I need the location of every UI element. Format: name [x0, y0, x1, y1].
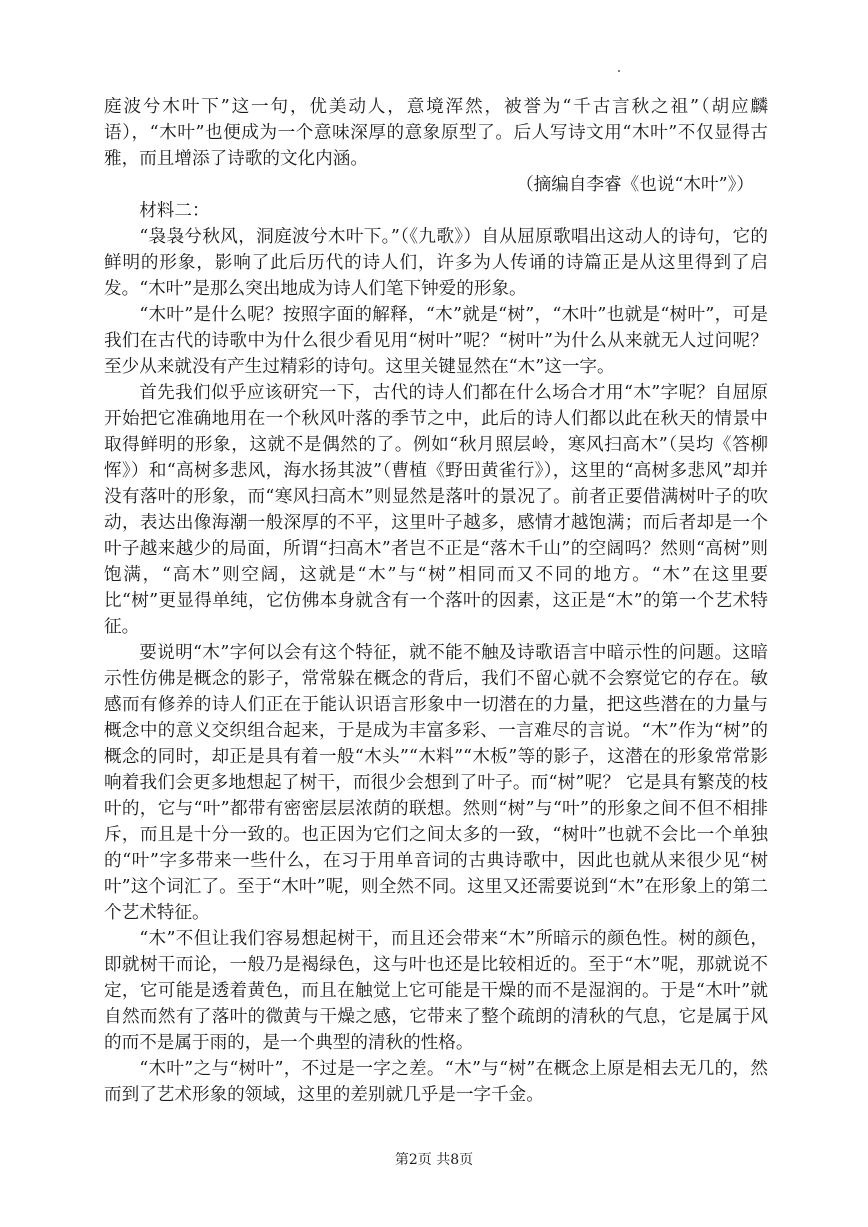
paragraph: 要说明“木”字何以会有这个特征，就不能不触及诗歌语言中暗示性的问题。这暗示性仿佛是概念的影子，常常躲在概念的背后，我们不留心就不会察觉它的存在。敏感而有修养的诗人们正在于能认识语言形象中一切潜在的力量，把这些潜在的力量与概念中的意义交织组合起来，于是成为丰富多彩、一言难尽的言说。“木”作为“树”的概念的同时，却正是具有着一般“木头”“木料”“木板”等的影子，这潜在的形象常常影响着我们会更多地想起了树干，而很少会想到了叶子。而“树”呢？ 它是具有繁茂的枝叶的，它与“叶”都带有密密层层浓荫的联想。然则“树”与“叶”的形象之间不但不相排斥，而且是十分一致的。也正因为它们之间太多的一致，“树叶”也就不会比一个单独 的“叶”字多带来一些什么，在习于用单音词的古典诗歌中，因此也就从来很少见“树叶”这个词汇了。至于“木叶”呢，则全然不同。这里又还需要说到“木”在形象上的第二个艺术特征。 [104, 643, 768, 923]
page-footer: 第2页 共8页 [394, 1152, 474, 1168]
source-citation: （摘编自李睿《也说“木叶”》） [516, 175, 754, 195]
paragraph: “木叶”是什么呢？按照字面的解释，“木”就是“树”，“木叶”也就是“树叶”，可是我们在古代的诗歌中为什么很少看见用“树叶”呢？“树叶”为什么从来就无人过问呢？至少从来就没有产生过精彩的诗句。这里关键显然在“木”这一字。 [104, 305, 768, 377]
document-body [104, 94, 768, 1108]
speck-mark [618, 70, 620, 72]
paragraph: 首先我们似乎应该研究一下，古代的诗人们都在什么场合才用“木”字呢？自屈原开始把它准确地用在一个秋风叶落的季节之中，此后的诗人们都以此在秋天的情景中取得鲜明的形象，这就不是偶然的了。例如“秋月照层岭，寒风扫高木”（吴均《答柳恽》）和“高树多悲风，海水扬其波”（曹植《野田黄雀行》），这里的“高树多悲风”却并没有落叶的形象，而“寒风扫高木”则显然是落叶的景况了。前者正要借满树叶子的吹动，表达出像海潮一般深厚的不平，这里叶子越多，感情才越饱满；而后者却是一个叶子越来越少的局面，所谓“扫高木”者岂不正是“落木千山”的空阔吗？然则“高树”则饱满，“高木”则空阔，这就是“木”与“树”相同而又不同的地方。“木”在这里要比“树”更显得单纯，它仿佛本身就含有一个落叶的因素，这正是“木”的第一个艺术特征。 [104, 383, 768, 637]
section-label: 材料二： [139, 201, 210, 221]
paragraph: “袅袅兮秋风，洞庭波兮木叶下。”（《九歌》）自从屈原歌唱出这动人的诗句，它的鲜明的形象，影响了此后历代的诗人们，许多为人传诵的诗篇正是从这里得到了启发。“木叶”是那么突出地成为诗人们笔下钟爱的形象。 [104, 227, 768, 299]
paragraph: “木”不但让我们容易想起树干，而且还会带来“木”所暗示的颜色性。树的颜色，即就树干而论，一般乃是褐绿色，这与叶也还是比较相近的。至于“木”呢，那就说不定，它可能是透着黄色，而且在触觉上它可能是干燥的而不是湿润的。于是“木叶”就自然而然有了落叶的微黄与干燥之感，它带来了整个疏朗的清秋的气息，它是属于风的而不是属于雨的，是一个典型的清秋的性格。 [104, 929, 768, 1053]
paragraph: “木叶”之与“树叶”，不过是一字之差。“木”与“树”在概念上原是相去无几的，然而到了艺术形象的领域，这里的差别就几乎是一字千金。 [104, 1059, 768, 1105]
paragraph-continuation: 庭波兮木叶下”这一句，优美动人，意境浑然，被誉为“千古言秋之祖”（胡应麟语），“木叶”也便成为一个意味深厚的意象原型了。后人写诗文用“木叶”不仅显得古雅，而且增添了诗歌的文化内涵。 [104, 97, 768, 169]
